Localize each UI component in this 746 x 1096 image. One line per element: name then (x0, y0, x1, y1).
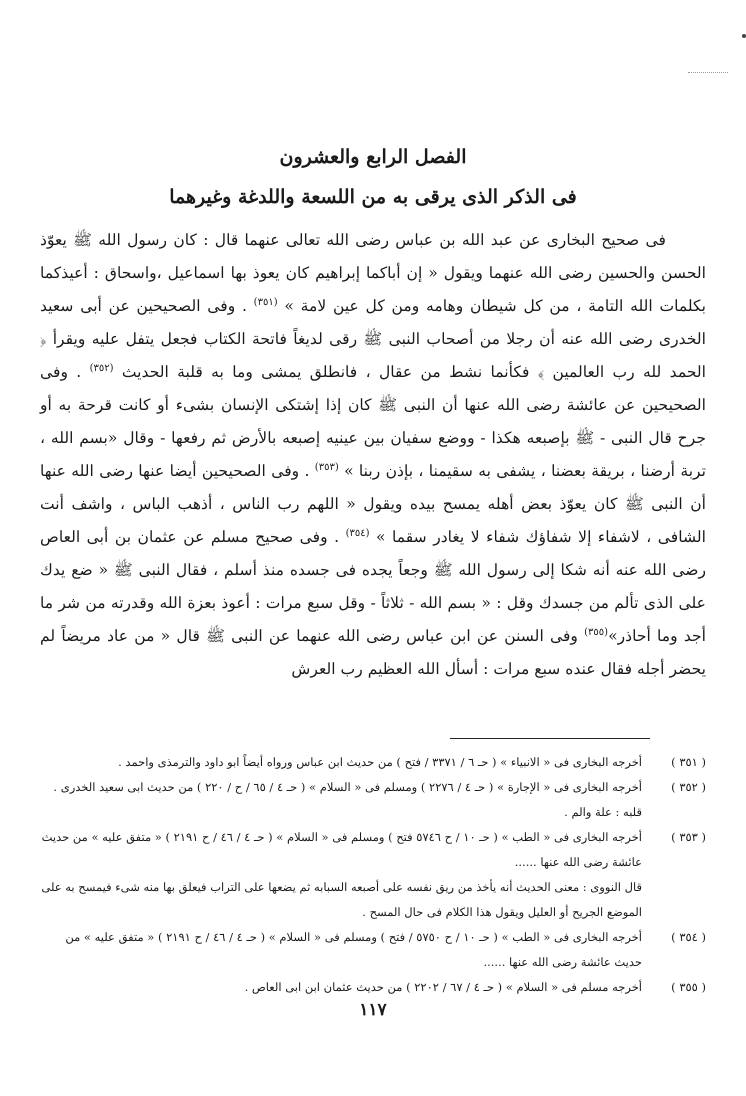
text-segment: . وفى الصحيحين عن أبى سعيد الخدرى رضى الله عنه أن رجلا من أصحاب النبى ﷺ رقى لديغاً فاتحة الكتاب فجعل يتفل عليه ويقرأ ﴿ الحمد لله رب العالمين ﴾ فكأنما نشط من عقال ، فانطلق يمشى وما به قلبة الحديث (40, 297, 706, 381)
footnote-number: ( ٣٥٥ ) (671, 980, 706, 994)
scan-mark (688, 72, 728, 73)
chapter-subtitle: فى الذكر الذى يرقى به من اللسعة واللدغة وغيرهما (169, 186, 577, 208)
footnote-351 (40, 750, 706, 775)
text-segment: فى صحيح البخارى عن عبد الله بن عباس رضى الله تعالى عنهما قال : كان رسول الله ﷺ يعوّذ الحسن والحسين رضى الله عنهما ويقول « إن أباكما إبراهيم كان يعوذ بها اسماعيل ،واسحاق : أعيذكما بكلمات الله التامة ، من كل شيطان وهامه ومن كل عين لامة » (40, 231, 706, 315)
page-number: ١١٧ (359, 1000, 387, 1020)
footnote-ref-354[interactable]: (٣٥٤) (345, 527, 370, 539)
paragraph (40, 224, 706, 686)
footnote-text: أخرجه مسلم فى « السلام » ( حـ ٤ / ٦٧ / ٢٢٠٢ ) من حديث عثمان ابن ابى العاص . (244, 980, 642, 994)
scan-dot (742, 34, 746, 38)
chapter-header (40, 142, 706, 212)
footnote-text: أخرجه البخارى فى « الطب » ( حـ ١٠ / ح ٥٧٥٠ / فتح ) ومسلم فى « السلام » ( حـ ٤ / ٤٦ / ح ٢١٩١ ) « متفق عليه » من حديث عائشة رضى الله عنها ...... (65, 930, 642, 969)
footnote-text: أخرجه البخارى فى « الإجارة » ( حـ ٤ / ٢٢٧٦ ) ومسلم فى « السلام » ( حـ ٤ / ٦٥ / ح / ٢٢٠ ) من حديث ابى سعيد الخدرى . قلبه : علة والم . (53, 780, 642, 819)
footnote-ref-353[interactable]: (٣٥٣) (314, 461, 339, 473)
main-text (40, 224, 706, 686)
footnote-353 (40, 825, 706, 875)
footnote-ref-355[interactable]: (٣٥٥) (584, 626, 609, 638)
footnote-353-note: قال النووى : معنى الحديث أنه يأخذ من ريق نفسه على أصبعه السبابه ثم يضعها على التراب فيعلق بها منه شىء فيمسح به على الموضع الجريح أو العليل ويقول هذا الكلام فى حال المسح . (41, 880, 642, 919)
text-segment: . وفى صحيح مسلم عن عثمان بن أبى العاص رضى الله عنه أنه شكا إلى رسول الله ﷺ وجعاً يجده فى جسده منذ أسلم ، فقال النبى ﷺ « ضع يدك على الذى تألم من جسدك وقل : « بسم الله - ثلاثاً - وقل سبع مرات : أعوذ بعزة الله وقدرته من شر ما أجد وما أحاذر» (40, 528, 706, 645)
footnotes (40, 750, 706, 1000)
footnote-ref-352[interactable]: (٣٥٢) (89, 362, 114, 374)
footnote-number: ( ٣٥٤ ) (671, 930, 706, 944)
footnote-divider (450, 738, 650, 739)
footnote-355 (40, 975, 706, 1000)
footnote-354 (40, 925, 706, 975)
footnote-number: ( ٣٥٢ ) (671, 780, 706, 794)
footnote-text: أخرجه البخارى فى « الطب » ( حـ ١٠ / ح ٥٧٤٦ فتح ) ومسلم فى « السلام » ( حـ ٤ / ٤٦ / ح ٢١٩١ ) « متفق عليه » من حديث عائشة رضى الله عنها ...... (41, 830, 642, 869)
text-segment: . وفى الصحيحين أيضا عنها رضى الله عنها أن النبى ﷺ كان يعوّذ بعض أهله يمسح بيده ويقول « اللهم رب الناس ، أذهب الباس ، واشف أنت الشافى ، لاشفاء إلا شفاؤك شفاء لا يغادر سقما » (40, 462, 706, 546)
footnote-number: ( ٣٥٣ ) (671, 830, 706, 844)
text-segment: . وفى الصحيحين عن عائشة رضى الله عنها أن النبى ﷺ كان إذا إشتكى الإنسان بشىء أو كانت قرحة به أو جرح قال النبى - ﷺ بإصبعه هكذا - ووضع سفيان بين عينيه إصبعه بالأرض ثم رفعها - وقال «بسم الله ، تربة أرضنا ، بريقة بعضنا ، يشفى به سقيمنا ، بإذن ربنا » (40, 363, 706, 480)
text-segment: وفى السنن عن ابن عباس رضى الله عنهما عن النبى ﷺ قال « من عاد مريضاً لم يحضر أجله فقال عنده سبع مرات : أسأل الله العظيم رب العرش (40, 627, 706, 678)
chapter-title: الفصل الرابع والعشرون (279, 146, 467, 168)
footnote-number: ( ٣٥١ ) (671, 755, 706, 769)
footnote-text: أخرجه البخارى فى « الانبياء » ( حـ ٦ / ٣٣٧١ / فتح ) من حديث ابن عباس ورواه أيضاً ابو داود والترمذى واحمد . (118, 755, 642, 769)
footnote-ref-351[interactable]: (٣٥١) (253, 296, 278, 308)
footnote-352 (40, 775, 706, 825)
